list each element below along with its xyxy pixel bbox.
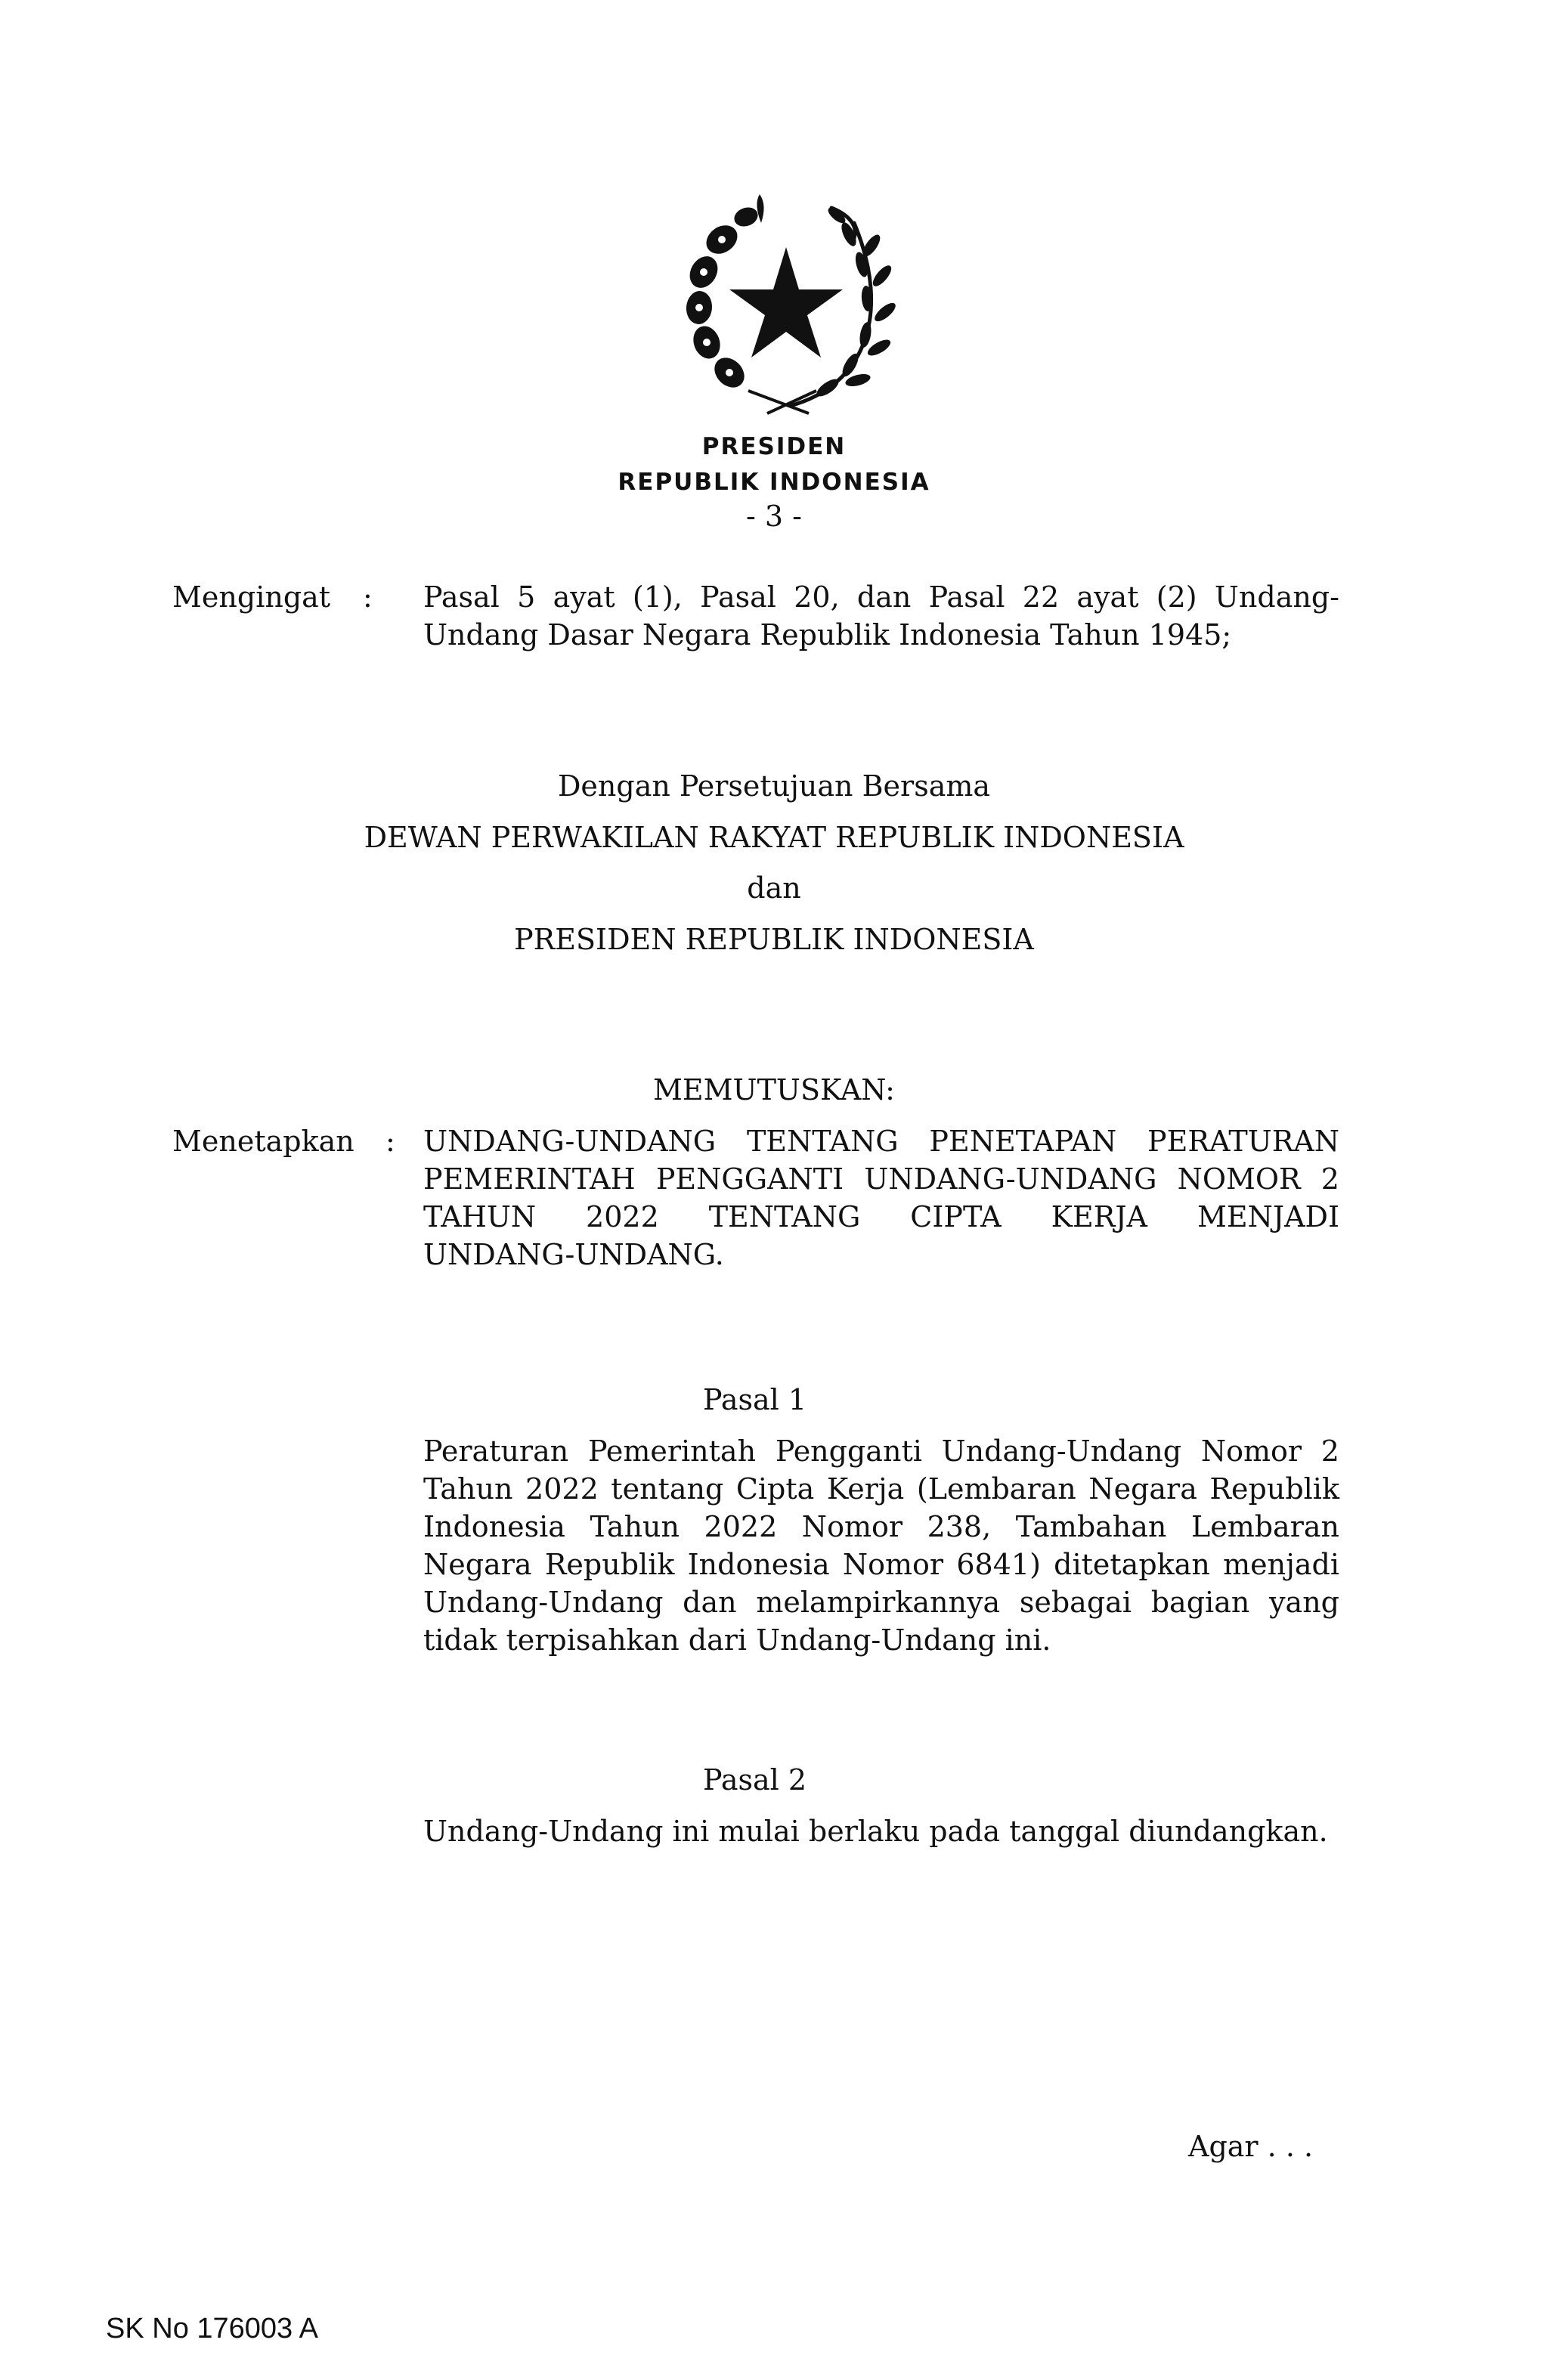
persetujuan-dpr: DEWAN PERWAKILAN RAKYAT REPUBLIK INDONESIA <box>364 821 1184 854</box>
pasal-2-line: Undang-Undang ini mulai berlaku pada tanggal diundangkan. <box>423 1815 1328 1848</box>
pasal-1-body <box>423 1432 1339 1659</box>
menetapkan-line: UNDANG-UNDANG. <box>423 1238 724 1271</box>
pasal-1-line: Undang-Undang dan melampirkannya sebagai bagian yang <box>423 1586 1339 1619</box>
persetujuan-dan: dan <box>747 871 801 905</box>
pasal-1-title: Pasal 1 <box>703 1383 807 1416</box>
menetapkan-text <box>423 1122 1339 1274</box>
pasal-2-title: Pasal 2 <box>703 1763 807 1797</box>
mengingat-colon: : <box>363 580 373 614</box>
pasal-1-line: Peraturan Pemerintah Pengganti Undang-Undang Nomor 2 <box>423 1434 1339 1468</box>
menetapkan-label: Menetapkan <box>172 1125 354 1158</box>
presidential-emblem-icon <box>676 193 896 416</box>
persetujuan-line: Dengan Persetujuan Bersama <box>557 769 991 803</box>
persetujuan-presiden: PRESIDEN REPUBLIK INDONESIA <box>514 923 1034 956</box>
mengingat-text <box>423 578 1339 654</box>
continuation-catchword: Agar . . . <box>1188 2130 1314 2163</box>
menetapkan-colon: : <box>385 1125 395 1158</box>
mengingat-label: Mengingat <box>172 580 331 614</box>
memutuskan-heading: MEMUTUSKAN: <box>653 1073 895 1106</box>
menetapkan-line: TAHUN 2022 TENTANG CIPTA KERJA MENJADI <box>423 1200 1339 1233</box>
pasal-1-line: Tahun 2022 tentang Cipta Kerja (Lembaran Negara Republik <box>423 1472 1339 1506</box>
menetapkan-line: UNDANG-UNDANG TENTANG PENETAPAN PERATURAN <box>423 1125 1339 1158</box>
page-number: - 3 - <box>745 500 802 533</box>
pasal-1-line: Negara Republik Indonesia Nomor 6841) ditetapkan menjadi <box>423 1548 1339 1581</box>
pasal-1-line: tidak terpisahkan dari Undang-Undang ini. <box>423 1623 1051 1657</box>
mengingat-line: Pasal 5 ayat (1), Pasal 20, dan Pasal 22 ayat (2) Undang- <box>423 580 1339 614</box>
document-serial-number: SK No 176003 A <box>106 2313 318 2344</box>
mengingat-line: Undang Dasar Negara Republik Indonesia Tahun 1945; <box>423 618 1232 651</box>
menetapkan-line: PEMERINTAH PENGGANTI UNDANG-UNDANG NOMOR 2 <box>423 1162 1339 1196</box>
header-line-presiden: PRESIDEN <box>701 433 847 460</box>
header-line-republik-indonesia: REPUBLIK INDONESIA <box>618 469 930 496</box>
pasal-1-line: Indonesia Tahun 2022 Nomor 238, Tambahan Lembaran <box>423 1510 1339 1543</box>
pasal-2-body <box>423 1812 1339 1850</box>
